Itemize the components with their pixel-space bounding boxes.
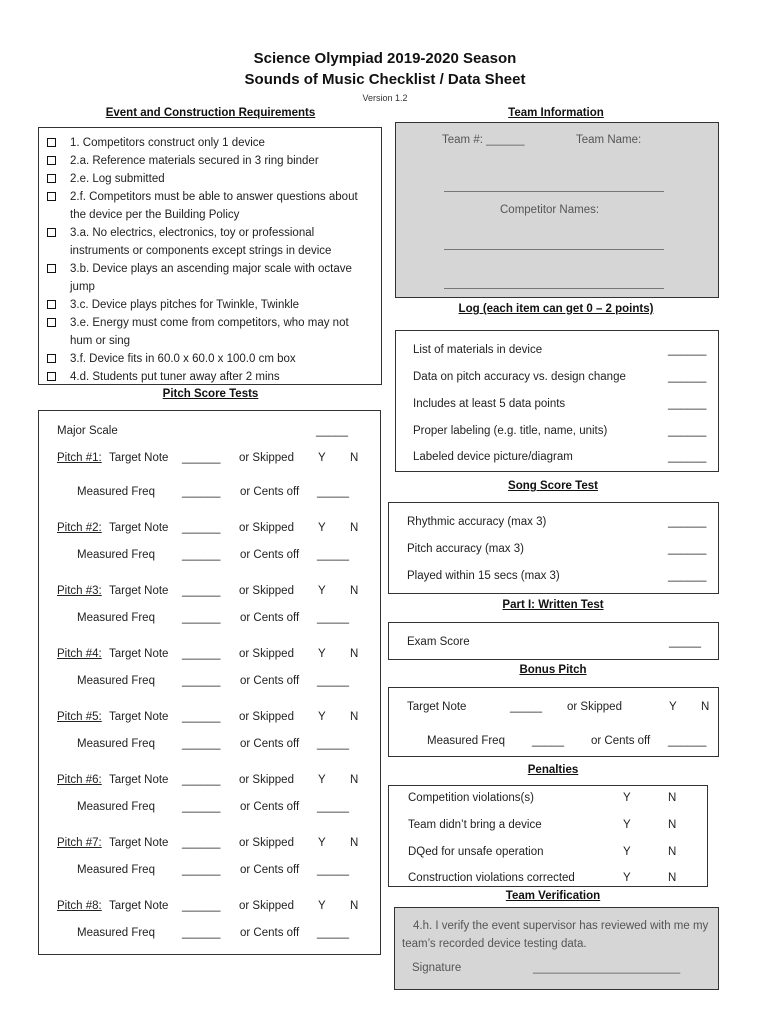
major-scale-blank[interactable]: _____ <box>316 425 348 437</box>
target-note-label: Target Note <box>109 522 169 534</box>
team-info-box <box>395 122 719 298</box>
pitch-test-row <box>39 774 382 834</box>
log-item-blank[interactable]: ______ <box>668 371 707 383</box>
target-note-blank[interactable]: ______ <box>182 900 221 912</box>
measured-freq-label: Measured Freq <box>77 612 155 624</box>
no-option[interactable]: N <box>350 711 359 723</box>
pitch-number-label: Pitch #5: <box>57 711 102 723</box>
bonus-pitch-box <box>388 687 719 757</box>
cents-off-label: or Cents off <box>240 612 300 624</box>
bonus-target-note-label: Target Note <box>407 701 467 713</box>
pitch-number-label: Pitch #2: <box>57 522 102 534</box>
measured-freq-blank[interactable]: ______ <box>182 864 221 876</box>
skipped-label: or Skipped <box>239 837 294 849</box>
checkbox[interactable] <box>47 228 56 237</box>
cents-off-blank[interactable]: _____ <box>317 738 349 750</box>
team-name-label: Team Name: <box>576 134 642 146</box>
yes-option[interactable]: Y <box>318 711 326 723</box>
cents-off-blank[interactable]: _____ <box>317 864 349 876</box>
log-item-blank[interactable]: ______ <box>668 425 707 437</box>
skipped-label: or Skipped <box>239 452 294 464</box>
checkbox[interactable] <box>47 264 56 273</box>
pitch-tests-box <box>38 410 381 955</box>
bonus-pitch-heading: Bonus Pitch <box>519 664 587 676</box>
event-requirements-box: 1. Competitors construct only 1 device 2.a. Reference materials secured in 3 ring binder 2.e. Log submitted 2.f. Competitors must be able to answer questions about the device per the Building Policy 3.a. No electrics, electronics, toy or professional instruments or components except strings in device 3.b. Device plays an ascending major scale with octave jump 3.c. Device plays pitches for Twinkle, Twinkle 3.e. Energy must come from competitors, who may not hum or sing 3.f. Device fits in 60.0 x 60.0 x 100.0 cm box 4.d. Students put tuner away after 2 mins <box>38 127 382 385</box>
competitor-line-2[interactable] <box>444 288 664 289</box>
target-note-blank[interactable]: ______ <box>182 837 221 849</box>
checkbox[interactable] <box>47 300 56 309</box>
pitch-tests-heading: Pitch Score Tests <box>162 388 259 400</box>
yes-option[interactable]: Y <box>318 585 326 597</box>
log-item-label: Labeled device picture/diagram <box>413 451 573 463</box>
skipped-label: or Skipped <box>239 585 294 597</box>
skipped-label: or Skipped <box>239 711 294 723</box>
song-test-box <box>388 502 719 594</box>
version-label: Version 1.2 <box>362 93 408 103</box>
written-test-box <box>388 622 719 660</box>
log-item-label: Data on pitch accuracy vs. design change <box>413 371 626 383</box>
pitch-number-label: Pitch #7: <box>57 837 102 849</box>
cents-off-blank[interactable]: _____ <box>317 675 349 687</box>
penalty-yes-option[interactable]: Y <box>623 872 631 884</box>
major-scale-label: Major Scale <box>57 425 118 437</box>
no-option[interactable]: N <box>350 774 359 786</box>
penalty-yes-option[interactable]: Y <box>623 846 631 858</box>
measured-freq-blank[interactable]: ______ <box>182 927 221 939</box>
cents-off-label: or Cents off <box>240 864 300 876</box>
yes-option[interactable]: Y <box>318 648 326 660</box>
cents-off-label: or Cents off <box>240 801 300 813</box>
skipped-label: or Skipped <box>239 648 294 660</box>
bonus-skipped-label: or Skipped <box>567 701 622 713</box>
log-box <box>395 330 719 472</box>
pitch-number-label: Pitch #6: <box>57 774 102 786</box>
cents-off-label: or Cents off <box>240 675 300 687</box>
no-option[interactable]: N <box>350 522 359 534</box>
pitch-test-row <box>39 900 382 960</box>
log-item-label: List of materials in device <box>413 344 543 356</box>
measured-freq-label: Measured Freq <box>77 549 155 561</box>
song-item-blank[interactable]: ______ <box>668 516 707 528</box>
song-item-blank[interactable]: ______ <box>668 543 707 555</box>
pitch-number-label: Pitch #1: <box>57 452 102 464</box>
cents-off-label: or Cents off <box>240 549 300 561</box>
bonus-measured-freq-label: Measured Freq <box>427 735 505 747</box>
log-heading: Log (each item can get 0 – 2 points) <box>458 303 654 315</box>
log-item-blank[interactable]: ______ <box>668 451 707 463</box>
pitch-test-row <box>39 522 382 582</box>
target-note-blank[interactable]: ______ <box>182 585 221 597</box>
pitch-test-row <box>39 837 382 897</box>
target-note-label: Target Note <box>109 900 169 912</box>
bonus-yes-option[interactable]: Y <box>669 701 677 713</box>
skipped-label: or Skipped <box>239 774 294 786</box>
cents-off-label: or Cents off <box>240 927 300 939</box>
target-note-label: Target Note <box>109 648 169 660</box>
verification-statement: 4.h. I verify the event supervisor has reviewed with me my team’s recorded device testing data. <box>402 920 709 950</box>
checkbox[interactable] <box>47 174 56 183</box>
cents-off-blank[interactable]: _____ <box>317 612 349 624</box>
measured-freq-blank[interactable]: ______ <box>182 738 221 750</box>
signature-line[interactable]: _______________________ <box>533 962 681 974</box>
penalty-item-label: DQed for unsafe operation <box>408 846 544 858</box>
penalty-item-label: Construction violations corrected <box>408 872 575 884</box>
cents-off-label: or Cents off <box>240 738 300 750</box>
measured-freq-blank[interactable]: ______ <box>182 486 221 498</box>
no-option[interactable]: N <box>350 837 359 849</box>
target-note-blank[interactable]: ______ <box>182 711 221 723</box>
song-item-label: Rhythmic accuracy (max 3) <box>407 516 547 528</box>
target-note-blank[interactable]: ______ <box>182 648 221 660</box>
song-test-heading: Song Score Test <box>508 480 598 492</box>
target-note-blank[interactable]: ______ <box>182 774 221 786</box>
cents-off-label: or Cents off <box>240 486 300 498</box>
target-note-label: Target Note <box>109 774 169 786</box>
event-requirements-heading: Event and Construction Requirements <box>105 107 316 119</box>
signature-label: Signature <box>412 962 462 974</box>
song-item-blank[interactable]: ______ <box>668 570 707 582</box>
no-option[interactable]: N <box>350 648 359 660</box>
target-note-label: Target Note <box>109 711 169 723</box>
target-note-label: Target Note <box>109 452 169 464</box>
team-name-line[interactable] <box>444 191 664 192</box>
exam-score-label: Exam Score <box>407 636 470 648</box>
skipped-label: or Skipped <box>239 522 294 534</box>
title-line-1: Science Olympiad 2019-2020 Season <box>253 50 517 67</box>
penalty-no-option[interactable]: N <box>668 846 677 858</box>
checkbox[interactable] <box>47 372 56 381</box>
song-item-label: Pitch accuracy (max 3) <box>407 543 524 555</box>
bonus-measured-freq-blank[interactable]: _____ <box>532 735 564 747</box>
checkbox[interactable] <box>47 318 56 327</box>
penalty-no-option[interactable]: N <box>668 819 677 831</box>
penalty-item-label: Competition violations(s) <box>408 792 534 804</box>
target-note-blank[interactable]: ______ <box>182 522 221 534</box>
log-item-blank[interactable]: ______ <box>668 398 707 410</box>
team-number-field[interactable]: Team #: ______ <box>442 134 525 146</box>
penalty-yes-option[interactable]: Y <box>623 819 631 831</box>
yes-option[interactable]: Y <box>318 522 326 534</box>
measured-freq-blank[interactable]: ______ <box>182 612 221 624</box>
yes-option[interactable]: Y <box>318 900 326 912</box>
song-item-label: Played within 15 secs (max 3) <box>407 570 560 582</box>
cents-off-blank[interactable]: _____ <box>317 486 349 498</box>
verification-box <box>394 907 719 990</box>
measured-freq-blank[interactable]: ______ <box>182 675 221 687</box>
bonus-target-note-blank[interactable]: _____ <box>510 701 542 713</box>
bonus-cents-off-label: or Cents off <box>591 735 651 747</box>
measured-freq-label: Measured Freq <box>77 801 155 813</box>
bonus-no-option[interactable]: N <box>701 701 710 713</box>
pitch-number-label: Pitch #8: <box>57 900 102 912</box>
pitch-test-row <box>39 711 382 771</box>
checkbox[interactable] <box>47 192 56 201</box>
pitch-number-label: Pitch #3: <box>57 585 102 597</box>
pitch-test-row <box>39 648 382 708</box>
competitor-names-label: Competitor Names: <box>500 204 600 216</box>
target-note-label: Target Note <box>109 585 169 597</box>
pitch-number-label: Pitch #4: <box>57 648 102 660</box>
no-option[interactable]: N <box>350 585 359 597</box>
no-option[interactable]: N <box>350 452 359 464</box>
penalty-no-option[interactable]: N <box>668 792 677 804</box>
checkbox[interactable] <box>47 138 56 147</box>
penalty-no-option[interactable]: N <box>668 872 677 884</box>
no-option[interactable]: N <box>350 900 359 912</box>
pitch-test-row <box>39 452 382 512</box>
title-line-2: Sounds of Music Checklist / Data Sheet <box>244 71 526 88</box>
cents-off-blank[interactable]: _____ <box>317 927 349 939</box>
skipped-label: or Skipped <box>239 900 294 912</box>
cents-off-blank[interactable]: _____ <box>317 549 349 561</box>
log-item-label: Proper labeling (e.g. title, name, units) <box>413 425 608 437</box>
yes-option[interactable]: Y <box>318 837 326 849</box>
target-note-blank[interactable]: ______ <box>182 452 221 464</box>
penalties-heading: Penalties <box>527 764 579 776</box>
measured-freq-label: Measured Freq <box>77 675 155 687</box>
measured-freq-label: Measured Freq <box>77 927 155 939</box>
verification-heading: Team Verification <box>505 890 601 902</box>
competitor-line-1[interactable] <box>444 249 664 250</box>
penalties-box <box>388 785 708 887</box>
team-info-heading: Team Information <box>508 107 604 119</box>
yes-option[interactable]: Y <box>318 452 326 464</box>
measured-freq-blank[interactable]: ______ <box>182 549 221 561</box>
penalty-yes-option[interactable]: Y <box>623 792 631 804</box>
measured-freq-label: Measured Freq <box>77 486 155 498</box>
exam-score-blank[interactable]: _____ <box>669 636 701 648</box>
pitch-test-row <box>39 585 382 645</box>
cents-off-blank[interactable]: _____ <box>317 801 349 813</box>
measured-freq-blank[interactable]: ______ <box>182 801 221 813</box>
log-item-blank[interactable]: ______ <box>668 344 707 356</box>
yes-option[interactable]: Y <box>318 774 326 786</box>
bonus-cents-off-blank[interactable]: ______ <box>668 735 707 747</box>
checkbox[interactable] <box>47 354 56 363</box>
written-test-heading: Part I: Written Test <box>502 599 604 611</box>
log-item-label: Includes at least 5 data points <box>413 398 566 410</box>
target-note-label: Target Note <box>109 837 169 849</box>
checkbox[interactable] <box>47 156 56 165</box>
measured-freq-label: Measured Freq <box>77 738 155 750</box>
penalty-item-label: Team didn’t bring a device <box>408 819 542 831</box>
measured-freq-label: Measured Freq <box>77 864 155 876</box>
